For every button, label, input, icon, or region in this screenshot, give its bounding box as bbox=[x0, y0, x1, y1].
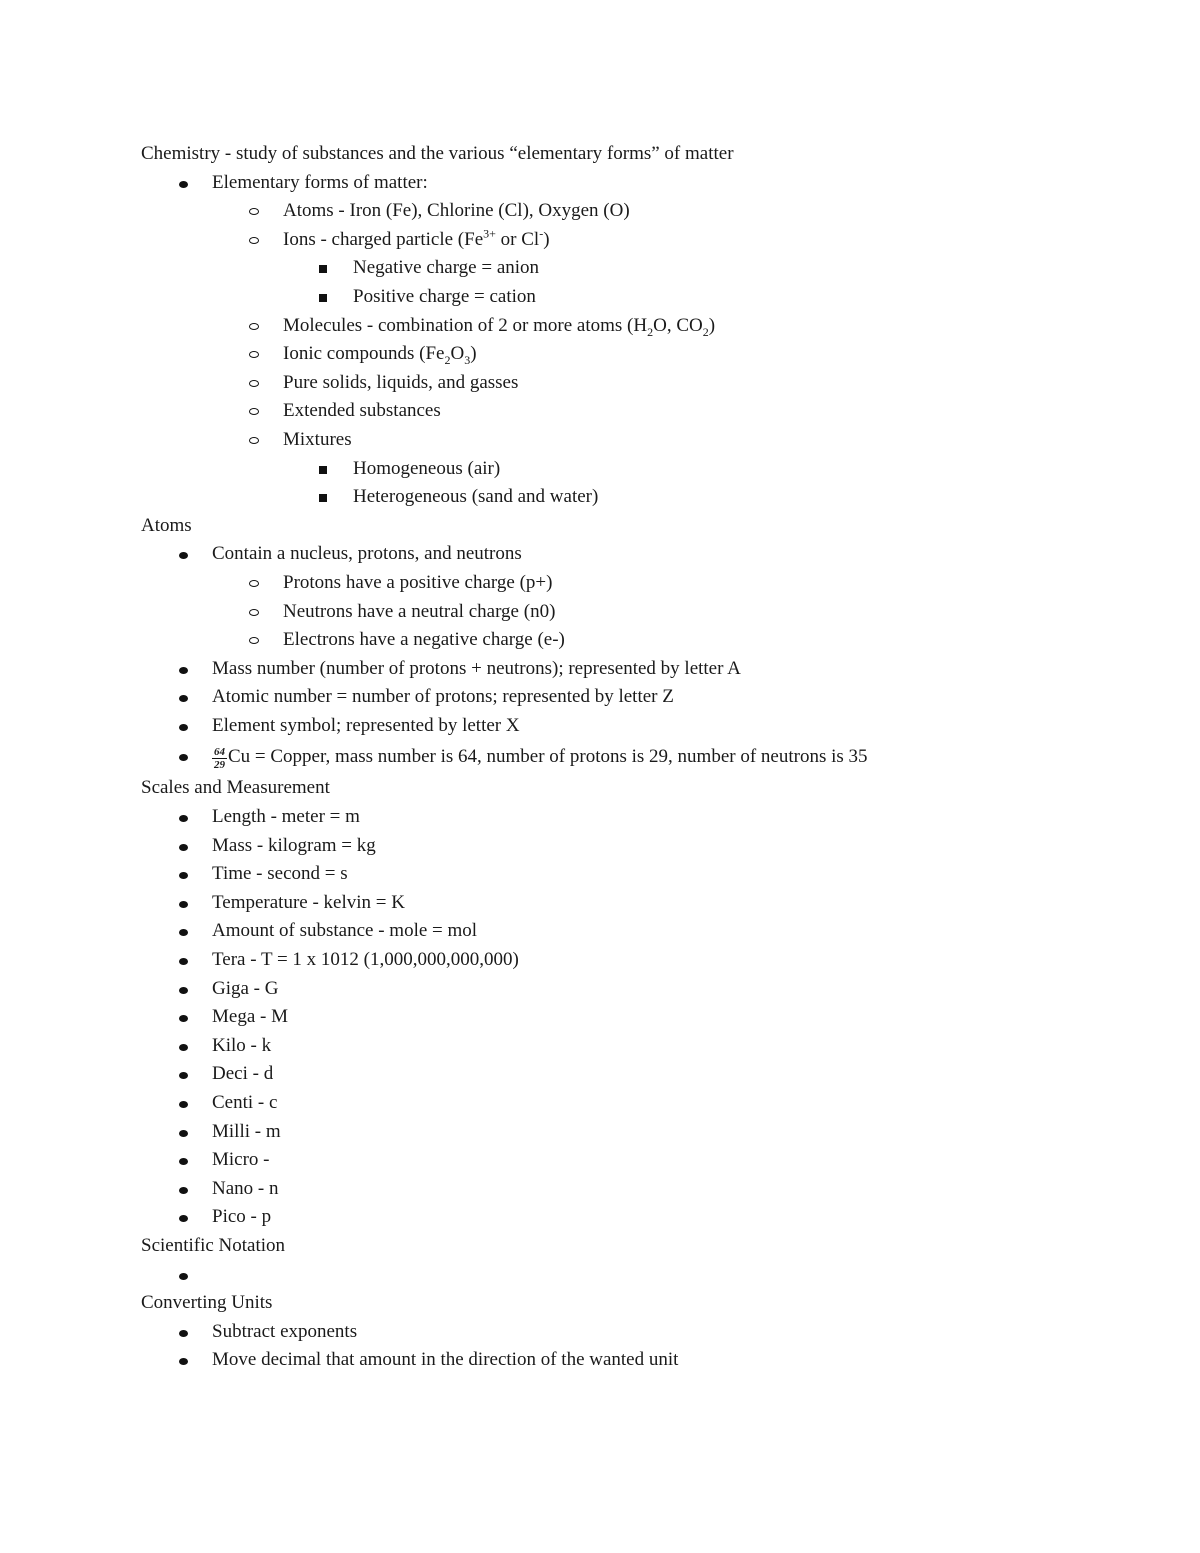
line-text: Heterogeneous (sand and water) bbox=[353, 486, 599, 508]
line-text: ) bbox=[708, 314, 716, 336]
disc-bullet-icon bbox=[179, 1072, 188, 1079]
list-item bbox=[141, 197, 1101, 226]
disc-bullet-icon bbox=[179, 552, 188, 559]
line-text: Micro - bbox=[212, 1149, 270, 1171]
list-item bbox=[141, 397, 1101, 426]
list-item bbox=[141, 283, 1101, 312]
circle-bullet-icon bbox=[249, 437, 259, 444]
disc-bullet-icon bbox=[179, 181, 188, 188]
list-item bbox=[141, 340, 1101, 369]
line-text: Mass - kilogram = kg bbox=[212, 834, 376, 856]
document-body bbox=[141, 140, 1101, 1375]
line-text: Negative charge = anion bbox=[353, 257, 540, 279]
line-text: Pico - p bbox=[212, 1206, 272, 1228]
line-text: ) bbox=[470, 343, 477, 365]
list-item bbox=[141, 626, 1101, 655]
line-text: Contain a nucleus, protons, and neutrons bbox=[212, 543, 522, 565]
circle-bullet-icon bbox=[249, 609, 259, 616]
line-text: Element symbol; represented by letter X bbox=[212, 714, 520, 736]
disc-bullet-icon bbox=[179, 1187, 188, 1194]
list-item bbox=[141, 1032, 1101, 1061]
line-text: Temperature - kelvin = K bbox=[212, 891, 405, 913]
list-item bbox=[141, 312, 1101, 341]
circle-bullet-icon bbox=[249, 323, 259, 330]
line-text: Milli - m bbox=[212, 1120, 281, 1142]
list-item bbox=[141, 369, 1101, 398]
line-text: O, CO bbox=[653, 314, 703, 336]
line-text: Atomic number = number of protons; represented by letter Z bbox=[212, 686, 674, 708]
subscript: 2 bbox=[647, 324, 654, 339]
line-text: or Cl bbox=[495, 228, 540, 250]
disc-bullet-icon bbox=[179, 1215, 188, 1222]
line-text: Ions - charged particle (Fe bbox=[283, 228, 484, 250]
square-bullet-icon bbox=[319, 294, 327, 302]
list-item bbox=[141, 683, 1101, 712]
section-heading-scales bbox=[141, 774, 1101, 803]
list-item bbox=[141, 803, 1101, 832]
line-text: Atoms - Iron (Fe), Chlorine (Cl), Oxygen (O) bbox=[283, 200, 630, 222]
atomic-number: 29 bbox=[214, 758, 225, 771]
list-item bbox=[141, 226, 1101, 255]
line-text: Mass number (number of protons + neutrons); represented by letter A bbox=[212, 657, 741, 679]
list-item bbox=[141, 975, 1101, 1004]
section-heading-scientific-notation bbox=[141, 1232, 1101, 1261]
line-text: Deci - d bbox=[212, 1063, 274, 1085]
disc-bullet-icon bbox=[179, 1358, 188, 1365]
list-item bbox=[141, 483, 1101, 512]
subscript: 3 bbox=[464, 352, 471, 367]
list-item bbox=[141, 832, 1101, 861]
list-item bbox=[141, 946, 1101, 975]
line-text: Centi - c bbox=[212, 1092, 278, 1113]
line-text: Time - second = s bbox=[212, 863, 348, 885]
list-item bbox=[141, 455, 1101, 484]
line-text: Pure solids, liquids, and gasses bbox=[283, 371, 519, 393]
circle-bullet-icon bbox=[249, 408, 259, 415]
list-item bbox=[141, 917, 1101, 946]
list-item bbox=[141, 1003, 1101, 1032]
list-item bbox=[141, 426, 1101, 455]
disc-bullet-icon bbox=[179, 724, 188, 731]
line-text: Tera - T = 1 x 1012 (1,000,000,000,000) bbox=[212, 949, 519, 971]
line-text: Positive charge = cation bbox=[353, 285, 536, 307]
line-text: Protons have a positive charge (p+) bbox=[283, 571, 553, 593]
circle-bullet-icon bbox=[249, 380, 259, 387]
list-item bbox=[141, 712, 1101, 741]
superscript: - bbox=[539, 226, 544, 241]
line-text: Ionic compounds (Fe bbox=[283, 343, 445, 365]
list-item bbox=[141, 655, 1101, 684]
disc-bullet-icon bbox=[179, 1273, 188, 1280]
disc-bullet-icon bbox=[179, 958, 188, 965]
line-text: Nano - n bbox=[212, 1177, 279, 1199]
line-text: Giga - G bbox=[212, 977, 279, 999]
disc-bullet-icon bbox=[179, 1330, 188, 1337]
disc-bullet-icon bbox=[179, 1158, 188, 1165]
section-heading-atoms bbox=[141, 512, 1101, 541]
list-item bbox=[141, 598, 1101, 627]
disc-bullet-icon bbox=[179, 1015, 188, 1022]
list-item bbox=[141, 1118, 1101, 1147]
disc-bullet-icon bbox=[179, 901, 188, 908]
disc-bullet-icon bbox=[179, 695, 188, 702]
disc-bullet-icon bbox=[179, 754, 188, 761]
list-item bbox=[141, 1089, 1101, 1118]
circle-bullet-icon bbox=[249, 580, 259, 587]
list-item bbox=[141, 1060, 1101, 1089]
list-item bbox=[141, 740, 1101, 774]
list-item bbox=[141, 1318, 1101, 1347]
disc-bullet-icon bbox=[179, 1044, 188, 1051]
square-bullet-icon bbox=[319, 494, 327, 502]
disc-bullet-icon bbox=[179, 872, 188, 879]
line-text: O bbox=[450, 343, 465, 365]
line-text: Subtract exponents bbox=[212, 1320, 358, 1342]
disc-bullet-icon bbox=[179, 929, 188, 936]
section-heading-chemistry bbox=[141, 140, 1101, 169]
disc-bullet-icon bbox=[179, 844, 188, 851]
line-text: Atoms bbox=[141, 514, 192, 536]
line-text: Scientific Notation bbox=[141, 1234, 286, 1256]
line-text: Molecules - combination of 2 or more atoms (H bbox=[283, 314, 648, 336]
line-text: Kilo - k bbox=[212, 1034, 272, 1056]
line-text: Length - meter = m bbox=[212, 806, 360, 828]
list-item bbox=[141, 1346, 1101, 1375]
line-text: Homogeneous (air) bbox=[353, 457, 501, 479]
list-item bbox=[141, 169, 1101, 198]
list-item bbox=[141, 889, 1101, 918]
square-bullet-icon bbox=[319, 466, 327, 474]
list-item bbox=[141, 860, 1101, 889]
line-text: Elementary forms of matter: bbox=[212, 171, 428, 193]
superscript: 3+ bbox=[483, 226, 496, 241]
line-text: Cu = Copper, mass number is 64, number of protons is 29, number of neutrons is 35 bbox=[228, 746, 868, 768]
isotope-notation bbox=[212, 746, 227, 771]
list-item bbox=[141, 1175, 1101, 1204]
disc-bullet-icon bbox=[179, 815, 188, 822]
disc-bullet-icon bbox=[179, 1130, 188, 1137]
line-text: Electrons have a negative charge (e-) bbox=[283, 629, 565, 651]
circle-bullet-icon bbox=[249, 351, 259, 358]
mass-number: 64 bbox=[214, 745, 225, 758]
disc-bullet-icon bbox=[179, 987, 188, 994]
line-text: Move decimal that amount in the direction of the wanted unit bbox=[212, 1349, 679, 1371]
list-item bbox=[141, 540, 1101, 569]
list-item bbox=[141, 254, 1101, 283]
square-bullet-icon bbox=[319, 265, 327, 273]
circle-bullet-icon bbox=[249, 237, 259, 244]
subscript: 2 bbox=[444, 352, 451, 367]
line-text: Chemistry - study of substances and the various “elementary forms” of matter bbox=[141, 143, 734, 164]
line-text: ) bbox=[543, 228, 550, 250]
subscript: 2 bbox=[702, 324, 709, 339]
circle-bullet-icon bbox=[249, 208, 259, 215]
line-text: Mega - M bbox=[212, 1006, 288, 1028]
list-item bbox=[141, 1203, 1101, 1232]
line-text: Scales and Measurement bbox=[141, 777, 330, 799]
disc-bullet-icon bbox=[179, 1101, 188, 1108]
line-text: Mixtures bbox=[283, 428, 352, 450]
disc-bullet-icon bbox=[179, 667, 188, 674]
circle-bullet-icon bbox=[249, 637, 259, 644]
line-text: Amount of substance - mole = mol bbox=[212, 920, 478, 942]
line-text: Extended substances bbox=[283, 400, 441, 422]
list-item bbox=[141, 1261, 1101, 1290]
list-item bbox=[141, 1146, 1101, 1175]
line-text: Neutrons have a neutral charge (n0) bbox=[283, 600, 556, 622]
line-text: Converting Units bbox=[141, 1292, 273, 1314]
list-item bbox=[141, 569, 1101, 598]
section-heading-converting-units bbox=[141, 1289, 1101, 1318]
